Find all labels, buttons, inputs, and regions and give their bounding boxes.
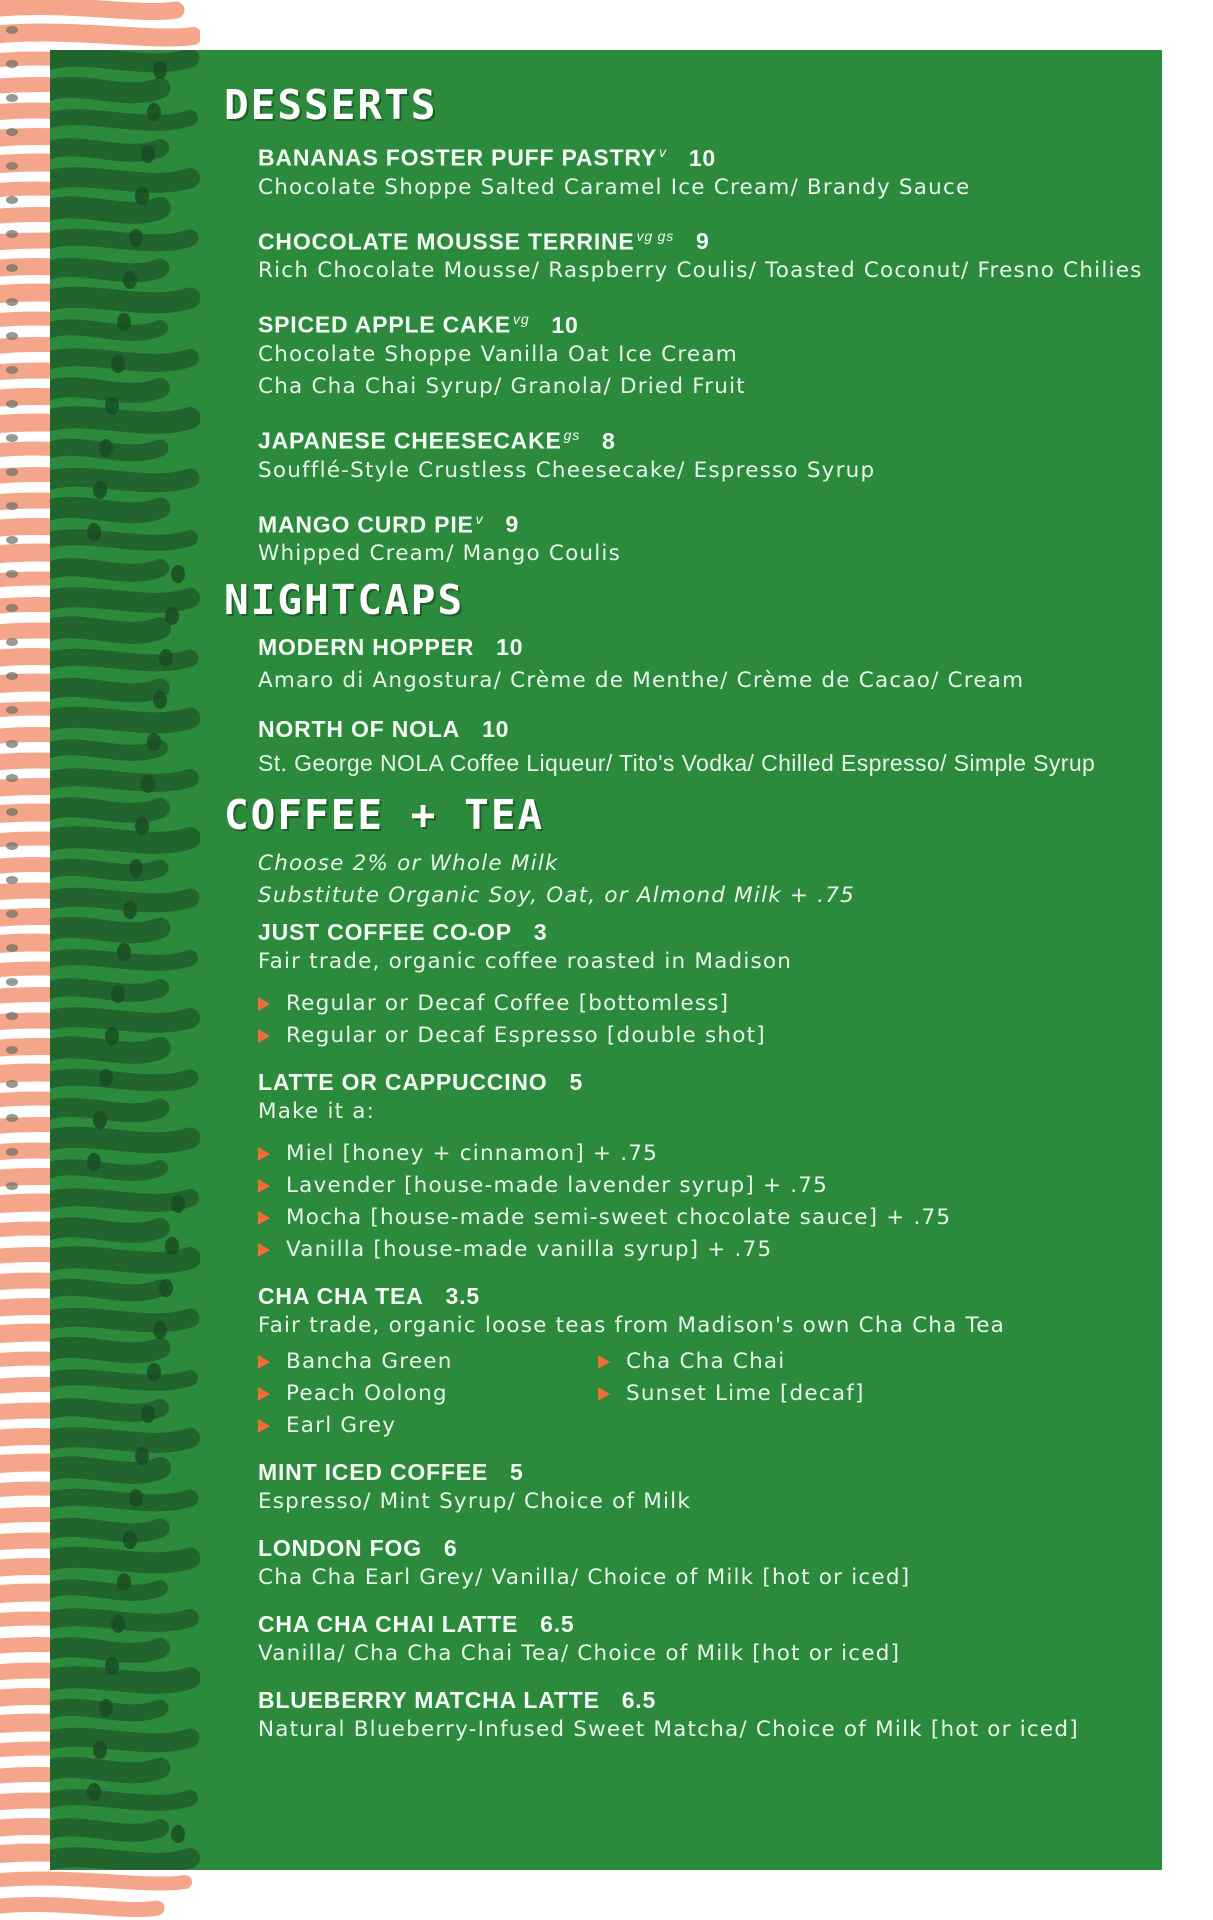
dark-speckle	[6, 1080, 18, 1088]
milk-note: Choose 2% or Whole Milk	[258, 851, 559, 877]
dark-brush-stroke	[50, 177, 190, 183]
item-price: 8	[602, 427, 616, 454]
item-name: CHA CHA TEA	[258, 1283, 424, 1310]
dark-speckle	[6, 638, 18, 646]
dark-speckle	[135, 817, 149, 835]
item-price: 10	[551, 311, 579, 338]
nightcaps-list	[224, 633, 1144, 779]
dark-speckle	[6, 842, 18, 850]
dark-brush-stroke	[50, 87, 160, 93]
option-item: Lavender [house-made lavender syrup] + .75	[258, 1170, 1144, 1202]
dark-speckle	[117, 1573, 131, 1591]
dark-speckle	[153, 691, 167, 709]
menu-content	[224, 81, 1144, 1746]
dark-speckle	[123, 901, 137, 919]
dark-brush-stroke	[50, 597, 190, 603]
nightcap-item	[258, 633, 1144, 697]
dark-speckle	[171, 1195, 185, 1213]
pink-brush-stroke	[0, 6, 176, 11]
option-item: Regular or Decaf Espresso [double shot]	[258, 1020, 1144, 1052]
triangle-bullet-icon	[258, 1243, 270, 1257]
dark-brush-stroke	[50, 477, 190, 483]
item-name: LATTE OR CAPPUCCINO	[258, 1069, 548, 1096]
option-item: Earl Grey	[258, 1410, 598, 1442]
item-price: 10	[482, 716, 510, 743]
dark-brush-stroke	[50, 627, 160, 633]
dark-speckle	[123, 271, 137, 289]
dark-brush-stroke	[50, 1137, 190, 1143]
dark-speckle	[6, 1182, 18, 1190]
dark-speckle	[87, 1783, 101, 1801]
panel-brush-marks	[50, 50, 200, 1870]
coffee-item	[258, 1610, 1144, 1670]
dark-speckle	[93, 1741, 107, 1759]
item-price: 3.5	[445, 1283, 480, 1310]
dark-brush-stroke	[50, 1677, 190, 1683]
dark-speckle	[93, 1111, 107, 1129]
dark-speckle	[6, 740, 18, 748]
dark-brush-stroke	[50, 537, 190, 543]
dark-speckle	[6, 672, 18, 680]
item-description: Amaro di Angostura/ Crème de Menthe/ Crème de Cacao/ Cream	[258, 668, 1025, 694]
dark-speckle	[6, 502, 18, 510]
triangle-bullet-icon	[258, 1355, 270, 1369]
item-name: NORTH OF NOLA	[258, 716, 461, 743]
dark-brush-stroke	[50, 837, 190, 843]
dark-brush-stroke	[50, 1347, 160, 1353]
triangle-bullet-icon	[258, 1419, 270, 1433]
option-item: Miel [honey + cinnamon] + .75	[258, 1138, 1144, 1170]
dark-brush-stroke	[50, 1317, 190, 1323]
dark-brush-stroke	[50, 1557, 190, 1563]
dark-speckle	[105, 397, 119, 415]
tea-options	[258, 1346, 1144, 1442]
dark-speckle	[6, 60, 18, 68]
item-description: Cha Cha Chai Syrup/ Granola/ Dried Fruit	[258, 373, 746, 399]
item-description: Rich Chocolate Mousse/ Raspberry Coulis/ Toasted Coconut/ Fresno Chilies	[258, 258, 1143, 284]
dark-brush-stroke	[50, 987, 160, 993]
option-item: Regular or Decaf Coffee [bottomless]	[258, 988, 1144, 1020]
item-price: 6.5	[540, 1611, 575, 1638]
triangle-bullet-icon	[258, 1147, 270, 1161]
triangle-bullet-icon	[598, 1355, 610, 1369]
dark-brush-stroke	[50, 1287, 160, 1293]
triangle-bullet-icon	[258, 997, 270, 1011]
nightcaps-title: NIGHTCAPS	[224, 576, 465, 625]
option-item: Peach Oolong	[258, 1378, 598, 1410]
dark-speckle	[105, 1657, 119, 1675]
item-name: CHA CHA CHAI LATTE	[258, 1611, 519, 1638]
dessert-item	[258, 505, 1144, 571]
item-name: SPICED APPLE CAKE	[258, 311, 512, 338]
dark-speckle	[99, 1069, 113, 1087]
item-description: Make it a:	[258, 1099, 376, 1125]
dark-speckle	[6, 196, 18, 204]
milk-notes	[258, 848, 1144, 912]
dark-speckle	[135, 187, 149, 205]
dark-speckle	[6, 536, 18, 544]
option-item: Vanilla [house-made vanilla syrup] + .75	[258, 1234, 1144, 1266]
dark-brush-stroke	[50, 327, 160, 333]
item-description: Cha Cha Earl Grey/ Vanilla/ Choice of Milk [hot or iced]	[258, 1565, 911, 1591]
dark-speckle	[6, 264, 18, 272]
dark-brush-stroke	[50, 1587, 160, 1593]
dark-speckle	[135, 1447, 149, 1465]
triangle-bullet-icon	[258, 1211, 270, 1225]
dark-speckle	[6, 876, 18, 884]
menu-panel	[50, 50, 1162, 1870]
dark-brush-stroke	[50, 1527, 160, 1533]
dark-brush-stroke	[50, 237, 190, 243]
item-description: Chocolate Shoppe Salted Caramel Ice Cream/ Brandy Sauce	[258, 174, 971, 200]
dark-speckle	[123, 1531, 137, 1549]
item-price: 6	[443, 1535, 458, 1562]
diet-tag: gs	[563, 426, 581, 443]
dark-speckle	[6, 298, 18, 306]
dark-speckle	[6, 570, 18, 578]
dark-brush-stroke	[50, 1257, 190, 1263]
dark-speckle	[153, 61, 167, 79]
dessert-item	[258, 222, 1144, 288]
item-description: Vanilla/ Cha Cha Chai Tea/ Choice of Milk [hot or iced]	[258, 1641, 901, 1667]
coffee-item	[258, 1068, 1144, 1266]
item-description: St. George NOLA Coffee Liqueur/ Tito's Vodka/ Chilled Espresso/ Simple Syrup	[258, 750, 1096, 777]
item-price: 9	[696, 228, 710, 255]
milk-note: Substitute Organic Soy, Oat, or Almond Milk + .75	[258, 883, 855, 909]
dark-brush-stroke	[50, 717, 190, 723]
item-description: Natural Blueberry-Infused Sweet Matcha/ Choice of Milk [hot or iced]	[258, 1717, 1079, 1743]
dark-speckle	[6, 1012, 18, 1020]
dark-brush-stroke	[50, 927, 160, 933]
dark-brush-stroke	[50, 117, 190, 123]
dark-speckle	[147, 103, 161, 121]
dark-speckle	[93, 481, 107, 499]
dark-speckle	[117, 313, 131, 331]
item-name: BLUEBERRY MATCHA LATTE	[258, 1687, 600, 1714]
dark-speckle	[6, 128, 18, 136]
dark-speckle	[153, 1321, 167, 1339]
dark-speckle	[171, 1825, 185, 1843]
dark-brush-stroke	[50, 897, 190, 903]
dark-brush-stroke	[50, 1167, 160, 1173]
dark-speckle	[6, 910, 18, 918]
dark-speckle	[6, 332, 18, 340]
dark-speckle	[129, 1489, 143, 1507]
dark-speckle	[159, 1279, 173, 1297]
dark-brush-stroke	[50, 1647, 160, 1653]
item-name: BANANAS FOSTER PUFF PASTRY	[258, 144, 658, 171]
dark-brush-stroke	[50, 57, 190, 63]
option-item: Cha Cha Chai	[598, 1346, 978, 1378]
dark-brush-stroke	[50, 207, 160, 213]
dark-speckle	[141, 775, 155, 793]
item-price: 9	[505, 511, 520, 538]
pink-brush-stroke	[0, 32, 193, 37]
dark-speckle	[111, 985, 125, 1003]
dark-speckle	[6, 774, 18, 782]
option-item: Bancha Green	[258, 1346, 598, 1378]
coffee-item	[258, 918, 1144, 1052]
dark-speckle	[6, 366, 18, 374]
dark-speckle	[99, 1699, 113, 1717]
dark-brush-stroke	[50, 1437, 190, 1443]
pink-brush-stroke	[0, 1878, 185, 1883]
triangle-bullet-icon	[258, 1179, 270, 1193]
diet-tag: v	[659, 144, 667, 160]
triangle-bullet-icon	[258, 1029, 270, 1043]
diet-tag: vg	[513, 311, 530, 328]
dark-speckle	[99, 439, 113, 457]
option-item: Mocha [house-made semi-sweet chocolate sauce] + .75	[258, 1202, 1144, 1234]
dark-speckle	[6, 468, 18, 476]
item-name: LONDON FOG	[258, 1535, 422, 1562]
dark-speckle	[141, 145, 155, 163]
dark-speckle	[6, 434, 18, 442]
diet-tag: vg gs	[636, 227, 675, 244]
dark-brush-stroke	[50, 1107, 160, 1113]
dark-brush-stroke	[50, 1737, 190, 1743]
item-price: 10	[496, 634, 524, 661]
dark-brush-stroke	[50, 507, 160, 513]
dark-speckle	[111, 1615, 125, 1633]
dark-brush-stroke	[50, 417, 190, 423]
dark-speckle	[147, 1363, 161, 1381]
dark-speckle	[6, 94, 18, 102]
dark-brush-stroke	[50, 1797, 190, 1803]
triangle-bullet-icon	[598, 1387, 610, 1401]
dark-speckle	[87, 523, 101, 541]
diet-tag: v	[475, 510, 484, 527]
dark-brush-stroke	[50, 1227, 160, 1233]
dark-brush-stroke	[50, 1767, 160, 1773]
dark-brush-stroke	[50, 807, 160, 813]
dark-speckle	[6, 1148, 18, 1156]
dark-brush-stroke	[50, 1467, 160, 1473]
dark-speckle	[6, 162, 18, 170]
item-name: MINT ICED COFFEE	[258, 1459, 489, 1486]
dark-brush-stroke	[50, 777, 190, 783]
item-price: 5	[510, 1459, 524, 1486]
coffee-item	[258, 1282, 1144, 1442]
dark-speckle	[111, 355, 125, 373]
dessert-item	[258, 305, 1144, 403]
dark-brush-stroke	[50, 1197, 190, 1203]
dark-brush-stroke	[50, 747, 160, 753]
dark-brush-stroke	[50, 1827, 160, 1833]
dark-speckle	[165, 607, 179, 625]
item-name: JAPANESE CHEESECAKE	[258, 427, 562, 454]
dark-speckle	[6, 26, 18, 34]
dark-speckle	[6, 808, 18, 816]
option-item: Sunset Lime [decaf]	[598, 1378, 978, 1410]
coffee-tea-title: COFFEE + TEA	[224, 791, 545, 840]
dark-brush-stroke	[50, 867, 160, 873]
dark-speckle	[129, 859, 143, 877]
dark-brush-stroke	[50, 1857, 190, 1863]
dark-speckle	[105, 1027, 119, 1045]
item-description: Whipped Cream/ Mango Coulis	[258, 541, 621, 567]
item-price: 5	[569, 1069, 584, 1096]
dark-speckle	[87, 1153, 101, 1171]
item-description: Fair trade, organic coffee roasted in Madison	[258, 949, 793, 975]
dark-speckle	[159, 649, 173, 667]
item-price: 3	[533, 919, 548, 946]
triangle-bullet-icon	[258, 1387, 270, 1401]
dark-speckle	[6, 1046, 18, 1054]
desserts-title: DESSERTS	[224, 81, 438, 129]
item-price: 10	[688, 144, 717, 171]
nightcap-item	[258, 715, 1144, 779]
dark-speckle	[117, 943, 131, 961]
dark-speckle	[6, 230, 18, 238]
item-description: Chocolate Shoppe Vanilla Oat Ice Cream	[258, 341, 738, 367]
dark-brush-stroke	[50, 387, 160, 393]
item-price: 6.5	[621, 1687, 657, 1714]
dark-speckle	[6, 978, 18, 986]
coffee-tea-list	[224, 848, 1144, 1746]
item-description: Fair trade, organic loose teas from Madison's own Cha Cha Tea	[258, 1313, 1006, 1339]
dark-brush-stroke	[50, 267, 160, 273]
dark-speckle	[129, 229, 143, 247]
coffee-item	[258, 1686, 1144, 1746]
item-name: MODERN HOPPER	[258, 634, 475, 661]
dark-speckle	[6, 400, 18, 408]
dark-brush-stroke	[50, 1047, 160, 1053]
item-name: MANGO CURD PIE	[258, 511, 474, 538]
dark-brush-stroke	[50, 687, 160, 693]
coffee-item	[258, 1534, 1144, 1594]
dark-speckle	[165, 1237, 179, 1255]
dark-brush-stroke	[50, 567, 160, 573]
dark-brush-stroke	[50, 1077, 190, 1083]
dark-speckle	[6, 706, 18, 714]
desserts-list	[224, 138, 1144, 570]
item-description: Soufflé-Style Crustless Cheesecake/ Espresso Syrup	[258, 457, 876, 483]
dessert-item	[258, 138, 1144, 204]
dark-speckle	[141, 1405, 155, 1423]
item-description: Espresso/ Mint Syrup/ Choice of Milk	[258, 1489, 691, 1515]
dark-speckle	[6, 944, 18, 952]
dark-speckle	[171, 565, 185, 583]
item-name: CHOCOLATE MOUSSE TERRINE	[258, 228, 635, 255]
dark-brush-stroke	[50, 297, 190, 303]
item-name: JUST COFFEE CO-OP	[258, 919, 512, 946]
dark-speckle	[6, 1114, 18, 1122]
dark-brush-stroke	[50, 1377, 190, 1383]
dark-speckle	[147, 733, 161, 751]
dark-brush-stroke	[50, 1497, 190, 1503]
dark-brush-stroke	[50, 1017, 190, 1023]
coffee-item	[258, 1458, 1144, 1518]
dessert-item	[258, 421, 1144, 487]
dark-speckle	[6, 604, 18, 612]
pink-brush-stroke	[0, 1904, 157, 1909]
